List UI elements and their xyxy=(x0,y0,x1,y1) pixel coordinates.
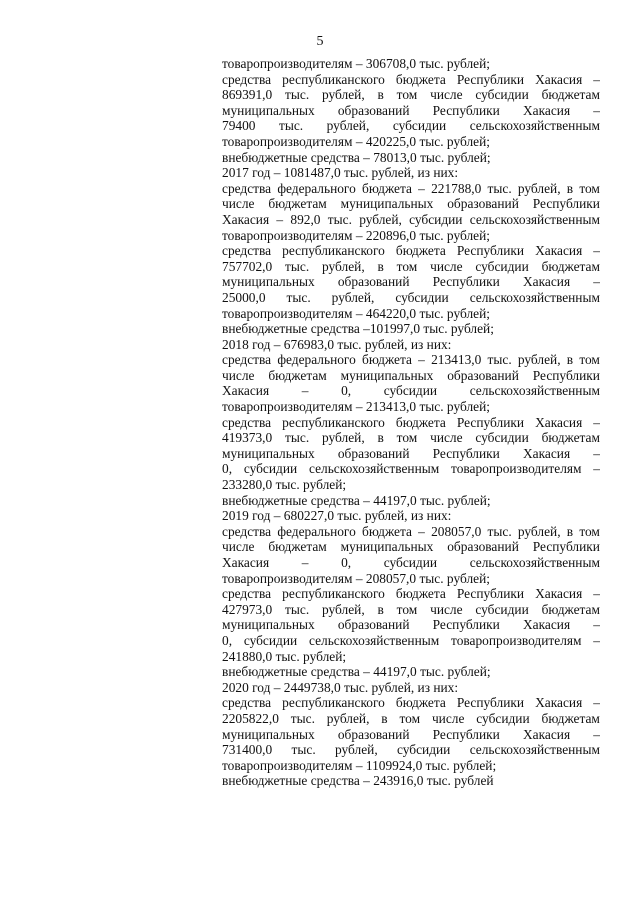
text-word: республиканского xyxy=(282,586,385,602)
text-line xyxy=(222,243,600,259)
text-word: в xyxy=(377,87,384,103)
text-line xyxy=(222,617,600,633)
text-line xyxy=(222,461,600,477)
text-word: тыс. xyxy=(487,180,512,196)
text-line xyxy=(222,524,600,540)
text-word: том xyxy=(396,87,418,103)
text-line xyxy=(222,602,600,618)
text-line: товаропроизводителям – 220896,0 тыс. рублей; xyxy=(222,227,490,243)
text-word: бюджетам xyxy=(268,539,327,555)
text-word: субсидии xyxy=(409,211,463,227)
text-word: том xyxy=(579,180,600,196)
text-word: бюджетам xyxy=(541,430,600,446)
text-line xyxy=(222,368,600,384)
text-word: муниципальных xyxy=(340,367,434,383)
text-word: Хакасия xyxy=(222,383,270,399)
text-word: муниципальных xyxy=(222,445,315,461)
text-word: числе xyxy=(430,258,463,274)
text-word: бюджетам xyxy=(268,196,327,212)
text-line xyxy=(222,103,600,119)
text-word: 869391,0 xyxy=(222,87,273,103)
text-word: средства xyxy=(222,352,272,368)
text-word: Республики xyxy=(432,726,500,742)
text-line: товаропроизводителям – 1109924,0 тыс. рублей; xyxy=(222,757,497,773)
text-word: субсидии xyxy=(475,601,529,617)
text-word: том xyxy=(396,258,418,274)
text-word: – xyxy=(593,695,600,711)
text-word: Хакасия xyxy=(535,71,583,87)
text-word: бюджета xyxy=(395,695,446,711)
text-word: образований xyxy=(337,102,410,118)
text-word: – xyxy=(593,617,600,633)
text-word: сельскохозяйственным xyxy=(469,555,600,570)
text-word: тыс. xyxy=(285,87,310,103)
text-word: тыс. xyxy=(285,258,310,274)
text-word: субсидии xyxy=(475,430,529,446)
text-word: тыс. xyxy=(487,523,512,539)
text-word: Хакасия xyxy=(535,414,583,430)
text-word: – xyxy=(418,523,425,539)
text-word: Республики xyxy=(432,274,500,290)
text-line xyxy=(222,290,600,306)
text-word: муниципальных xyxy=(222,274,315,290)
text-word: средства xyxy=(222,180,272,196)
text-word: средства xyxy=(222,414,272,430)
text-word: – xyxy=(418,352,425,368)
text-word: тыс. xyxy=(291,742,316,758)
text-line xyxy=(222,72,600,88)
text-word: сельскохозяйственным xyxy=(469,289,600,305)
text-word: 892,0 xyxy=(290,211,321,227)
text-word: 0, xyxy=(341,383,352,399)
text-word: – xyxy=(301,383,309,399)
text-word: образований xyxy=(337,617,410,633)
text-line xyxy=(222,446,600,462)
text-word: Республики xyxy=(456,695,525,711)
text-word: 221788,0 xyxy=(431,180,482,196)
text-word: муниципальных xyxy=(222,102,315,118)
text-line: товаропроизводителям – 420225,0 тыс. рублей; xyxy=(222,133,490,149)
text-word: числе xyxy=(430,601,463,617)
text-word: образований xyxy=(447,367,519,383)
text-word: муниципальных xyxy=(340,196,434,212)
text-word: – xyxy=(593,102,600,118)
text-word: тыс. xyxy=(290,710,315,726)
text-line xyxy=(222,633,600,649)
text-line: товаропроизводителям – 464220,0 тыс. рублей; xyxy=(222,305,490,321)
text-word: рублей, xyxy=(517,352,561,368)
text-word: тыс. xyxy=(286,289,311,305)
text-line xyxy=(222,539,600,555)
text-line: 2017 год – 1081487,0 тыс. рублей, из них: xyxy=(222,165,459,181)
text-word: бюджета xyxy=(395,414,446,430)
text-word: 213413,0 xyxy=(431,352,482,368)
text-word: субсидии xyxy=(383,555,438,570)
text-word: – xyxy=(593,461,600,477)
text-word: средства xyxy=(222,586,272,602)
text-word: бюджетам xyxy=(541,258,600,274)
text-word: 0, xyxy=(341,555,352,570)
text-word: 79400 xyxy=(222,118,256,134)
text-word: числе xyxy=(430,87,463,103)
text-word: сельскохозяйственным xyxy=(308,461,440,477)
text-word: субсидии xyxy=(392,118,447,134)
text-word: – xyxy=(276,211,284,227)
page-number: 5 xyxy=(316,34,324,49)
text-word: в xyxy=(377,601,384,617)
text-word: муниципальных xyxy=(222,617,315,633)
text-word: бюджетам xyxy=(541,87,600,103)
text-line: внебюджетные средства –101997,0 тыс. рублей; xyxy=(222,321,494,337)
text-word: средства xyxy=(222,243,272,259)
text-word: рублей, xyxy=(326,118,370,134)
text-word: рублей, xyxy=(322,601,365,617)
text-word: бюджета xyxy=(362,352,412,368)
text-word: бюджета xyxy=(395,586,446,602)
text-word: Республики xyxy=(432,445,500,461)
text-word: том xyxy=(579,523,600,539)
text-word: образований xyxy=(447,196,519,212)
text-word: 0, xyxy=(222,461,233,477)
text-line xyxy=(222,430,600,446)
text-word: рублей, xyxy=(517,180,561,196)
text-word: – xyxy=(593,586,600,602)
text-word: субсидии xyxy=(395,289,449,305)
text-line xyxy=(222,711,600,727)
text-word: – xyxy=(301,555,309,570)
text-word: 427973,0 xyxy=(222,601,273,617)
text-word: бюджета xyxy=(395,71,446,87)
text-word: Хакасия xyxy=(522,726,571,742)
text-word: бюджетам xyxy=(268,367,327,383)
text-word: – xyxy=(593,274,600,290)
text-word: – xyxy=(593,445,600,461)
text-word: субсидии xyxy=(397,742,451,758)
text-word: Республики xyxy=(456,243,525,259)
text-word: числе xyxy=(222,196,255,212)
text-word: в xyxy=(566,180,574,196)
text-line xyxy=(222,415,600,431)
text-line: товаропроизводителям – 208057,0 тыс. рублей; xyxy=(222,570,490,586)
text-line xyxy=(222,118,600,134)
text-word: 2205822,0 xyxy=(222,710,279,726)
text-word: Хакасия xyxy=(522,445,571,461)
text-word: в xyxy=(377,430,384,446)
text-word: рублей, xyxy=(335,742,378,758)
text-word: субсидии xyxy=(475,258,529,274)
text-word: Хакасия xyxy=(222,555,270,570)
text-word: средства xyxy=(222,695,272,711)
text-word: товаропроизводителям xyxy=(451,461,582,477)
text-line xyxy=(222,742,600,758)
text-word: в xyxy=(566,523,574,539)
text-word: субсидии xyxy=(475,87,529,103)
text-word: федерального xyxy=(277,180,356,196)
text-word: субсидии xyxy=(243,632,298,648)
text-word: – xyxy=(593,243,600,259)
text-word: федерального xyxy=(277,352,356,368)
text-word: тыс. xyxy=(279,118,304,134)
text-word: тыс. xyxy=(487,352,512,368)
text-word: республиканского xyxy=(282,414,385,430)
text-word: Хакасия xyxy=(522,274,571,290)
text-word: федерального xyxy=(277,523,356,539)
text-line xyxy=(222,259,600,275)
text-line: 233280,0 тыс. рублей; xyxy=(222,477,347,493)
text-word: субсидии xyxy=(383,383,438,399)
text-word: – xyxy=(418,180,425,196)
text-word: сельскохозяйственным xyxy=(469,383,600,399)
text-word: том xyxy=(399,710,421,726)
text-word: Хакасия xyxy=(535,586,583,602)
text-word: тыс. xyxy=(327,211,352,227)
text-word: сельскохозяйственным xyxy=(469,118,600,134)
text-word: рублей, xyxy=(331,289,375,305)
text-line: внебюджетные средства – 243916,0 тыс. рублей xyxy=(222,773,494,789)
text-word: 419373,0 xyxy=(222,430,273,446)
text-word: рублей, xyxy=(322,430,365,446)
text-line xyxy=(222,586,600,602)
text-word: республиканского xyxy=(282,695,385,711)
text-word: муниципальных xyxy=(340,539,434,555)
document-body xyxy=(222,56,600,789)
text-line xyxy=(222,274,600,290)
text-word: 731400,0 xyxy=(222,742,273,758)
text-word: числе xyxy=(222,539,255,555)
text-word: рублей, xyxy=(326,710,370,726)
text-line xyxy=(222,212,600,228)
text-word: – xyxy=(593,71,600,87)
text-line xyxy=(222,727,600,743)
text-word: – xyxy=(593,726,600,742)
text-word: в xyxy=(381,710,388,726)
text-word: бюджетам xyxy=(541,601,600,617)
text-word: рублей, xyxy=(322,258,365,274)
text-word: Республики xyxy=(532,367,600,383)
text-word: средства xyxy=(222,71,272,87)
text-word: том xyxy=(396,430,418,446)
text-word: муниципальных xyxy=(222,726,315,742)
text-word: Республики xyxy=(456,414,525,430)
text-word: числе xyxy=(431,710,465,726)
text-word: товаропроизводителям xyxy=(451,632,582,648)
text-word: Хакасия xyxy=(522,617,571,633)
text-line: товаропроизводителям – 213413,0 тыс. рублей; xyxy=(222,399,490,415)
text-word: сельскохозяйственным xyxy=(308,632,440,648)
text-word: республиканского xyxy=(282,243,385,259)
text-line: 241880,0 тыс. рублей; xyxy=(222,648,347,664)
text-word: сельскохозяйственным xyxy=(469,211,600,227)
text-word: образований xyxy=(337,445,410,461)
text-word: бюджета xyxy=(362,180,412,196)
text-word: рублей, xyxy=(322,87,365,103)
text-line xyxy=(222,196,600,212)
text-word: Республики xyxy=(456,586,525,602)
text-line xyxy=(222,352,600,368)
text-line xyxy=(222,555,600,571)
text-line: 2020 год – 2449738,0 тыс. рублей, из них: xyxy=(222,679,459,695)
text-word: образований xyxy=(337,274,410,290)
text-word: том xyxy=(579,352,600,368)
text-line xyxy=(222,383,600,399)
text-word: Хакасия xyxy=(522,102,571,118)
text-word: Хакасия xyxy=(222,211,270,227)
text-word: тыс. xyxy=(285,601,310,617)
text-word: числе xyxy=(430,430,463,446)
text-word: субсидии xyxy=(476,710,530,726)
text-word: Хакасия xyxy=(535,243,583,259)
text-word: субсидии xyxy=(243,461,298,477)
text-word: Республики xyxy=(532,196,600,212)
text-line: внебюджетные средства – 78013,0 тыс. рублей; xyxy=(222,149,491,165)
text-line: 2018 год – 676983,0 тыс. рублей, из них: xyxy=(222,336,452,352)
text-word: образований xyxy=(337,726,410,742)
text-word: в xyxy=(377,258,384,274)
text-line: внебюджетные средства – 44197,0 тыс. рублей; xyxy=(222,664,491,680)
text-word: Республики xyxy=(432,102,500,118)
text-word: рублей, xyxy=(517,523,561,539)
text-word: числе xyxy=(222,367,255,383)
text-line: товаропроизводителям – 306708,0 тыс. рублей; xyxy=(222,56,490,71)
text-word: средства xyxy=(222,523,272,539)
text-word: – xyxy=(593,414,600,430)
text-line: 2019 год – 680227,0 тыс. рублей, из них: xyxy=(222,508,452,524)
text-word: 25000,0 xyxy=(222,289,266,305)
text-word: бюджета xyxy=(395,243,446,259)
text-word: 757702,0 xyxy=(222,258,273,274)
text-word: бюджета xyxy=(362,523,412,539)
text-word: Хакасия xyxy=(535,695,583,711)
text-word: – xyxy=(593,632,600,648)
text-line xyxy=(222,87,600,103)
text-word: Республики xyxy=(532,539,600,555)
text-word: том xyxy=(396,601,418,617)
text-word: бюджетам xyxy=(541,710,600,726)
text-word: образований xyxy=(447,539,519,555)
text-word: рублей, xyxy=(359,211,402,227)
text-word: 208057,0 xyxy=(431,523,482,539)
text-word: тыс. xyxy=(285,430,310,446)
text-word: сельскохозяйственным xyxy=(469,742,600,758)
text-word: республиканского xyxy=(282,71,385,87)
text-line xyxy=(222,695,600,711)
text-word: в xyxy=(566,352,574,368)
text-word: Республики xyxy=(432,617,500,633)
text-word: 0, xyxy=(222,632,233,648)
text-line: внебюджетные средства – 44197,0 тыс. рублей; xyxy=(222,492,491,508)
text-word: Республики xyxy=(456,71,525,87)
text-line xyxy=(222,181,600,197)
